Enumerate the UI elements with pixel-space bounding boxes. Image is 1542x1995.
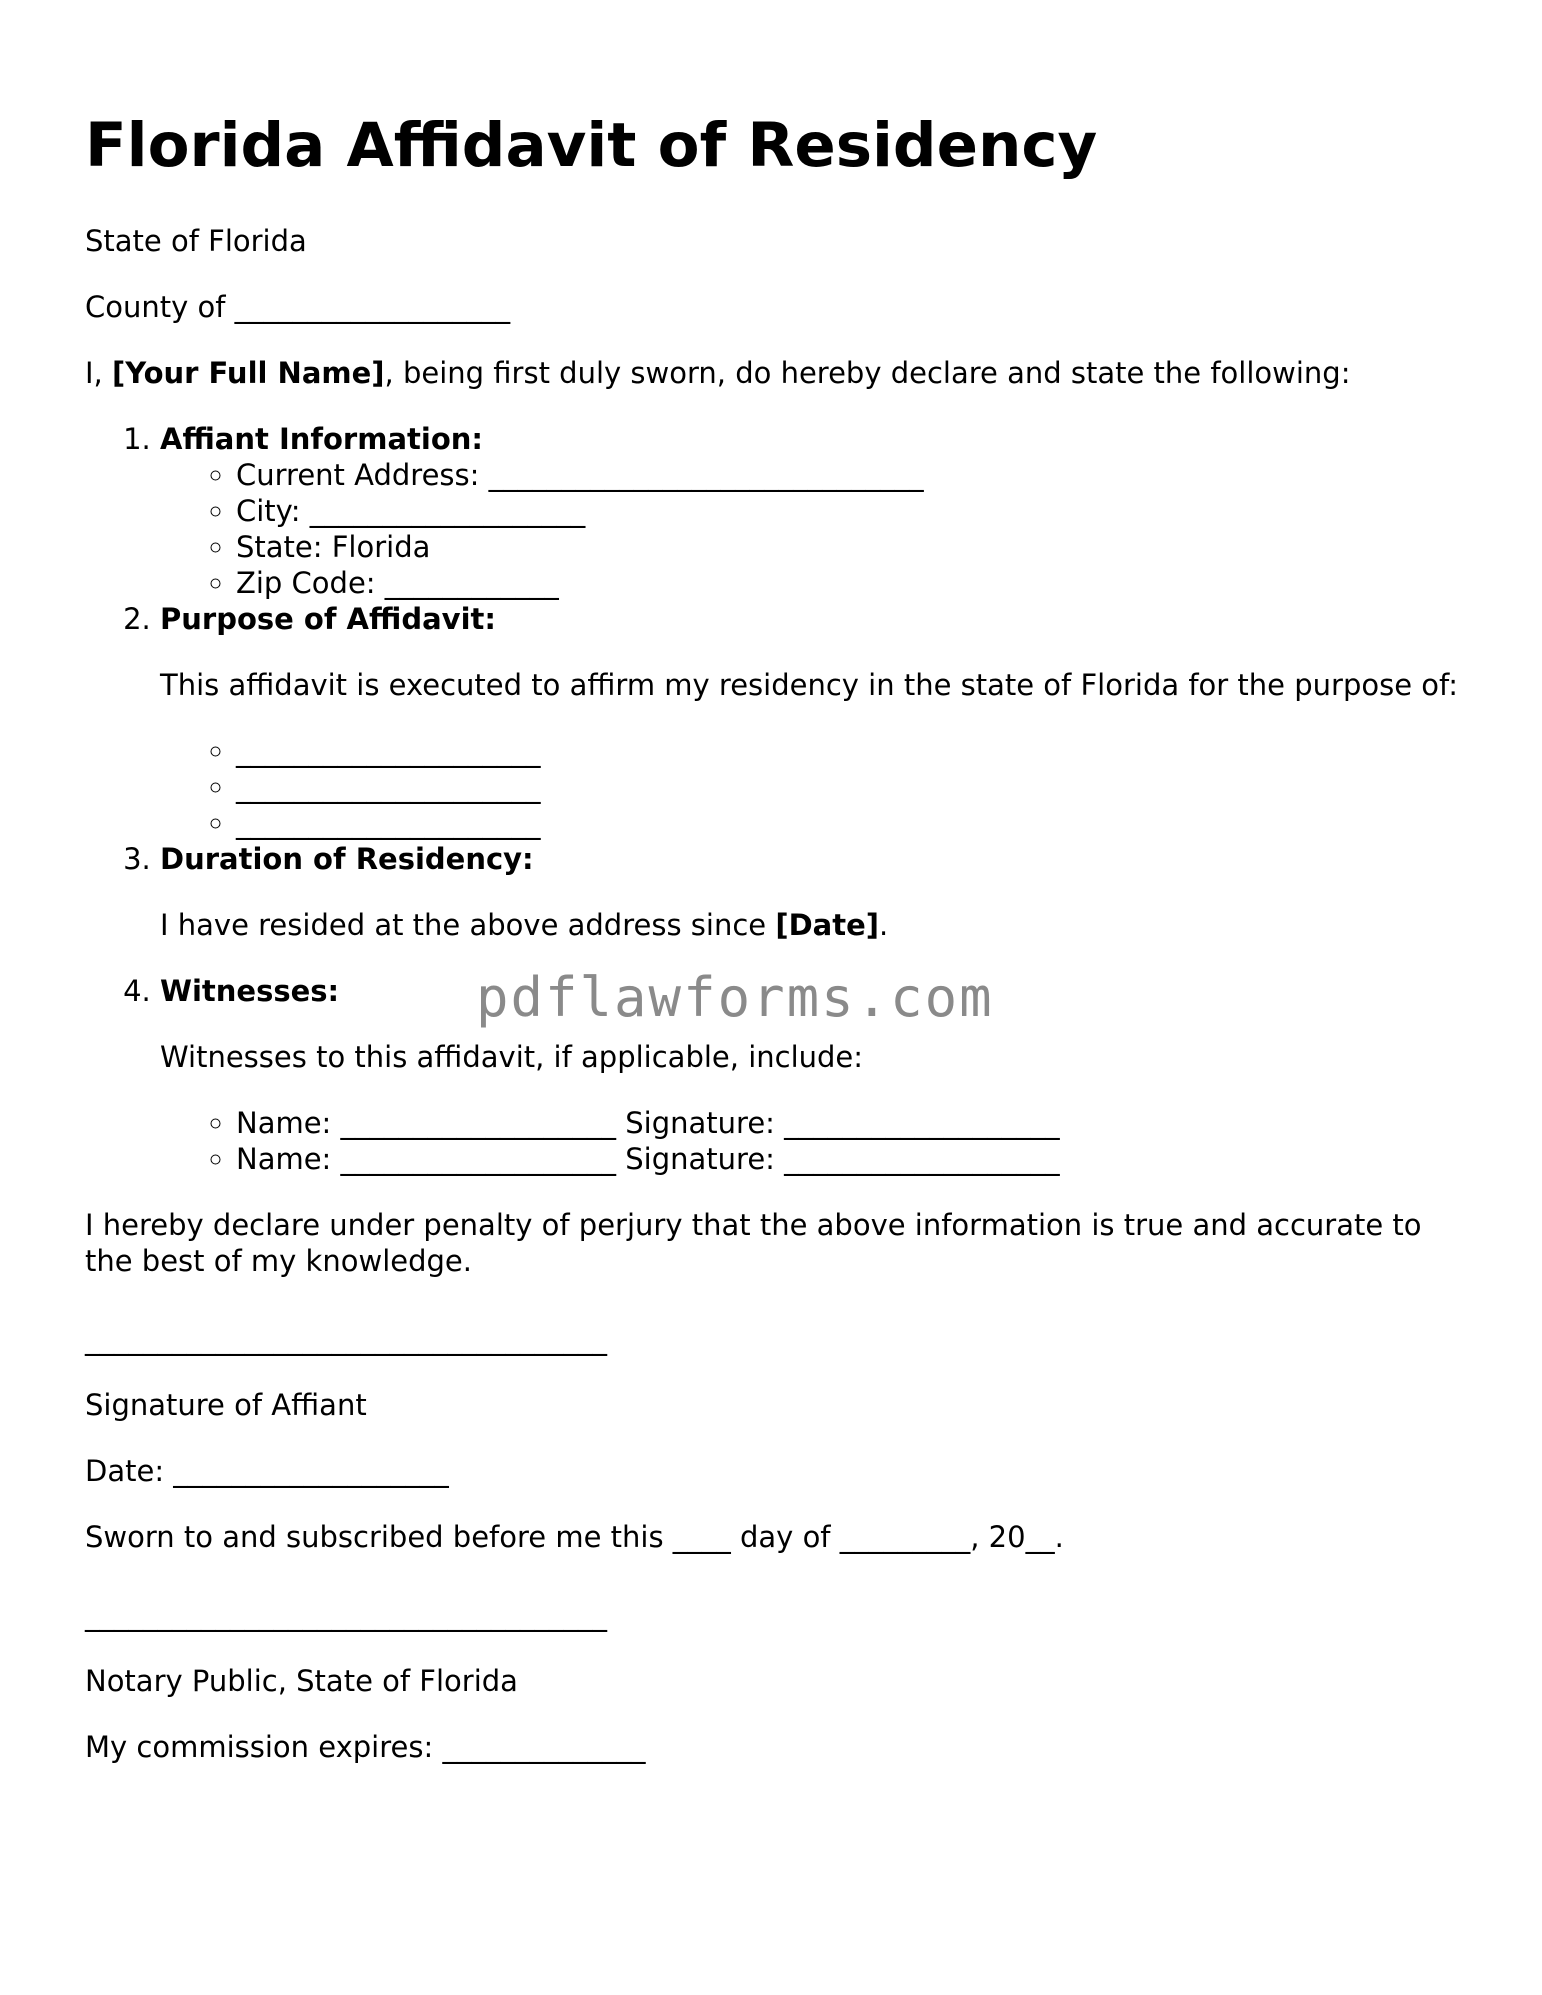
purpose-list bbox=[160, 733, 1465, 841]
document-page bbox=[85, 108, 1465, 1795]
full-name-placeholder: [Your Full Name] bbox=[112, 356, 385, 390]
purpose-blank: ◦ _____________________ bbox=[236, 805, 1465, 841]
purpose-blank: ◦ _____________________ bbox=[236, 769, 1465, 805]
section-purpose bbox=[160, 601, 1465, 841]
duration-body bbox=[160, 907, 1465, 943]
affidavit-sections bbox=[85, 421, 1465, 1177]
city-field: ◦ City: ___________________ bbox=[236, 493, 1465, 529]
state-line: State of Florida bbox=[85, 224, 307, 258]
zip-code-field: ◦ Zip Code: ____________ bbox=[236, 565, 1465, 601]
purpose-blank: ◦ _____________________ bbox=[236, 733, 1465, 769]
county-line: County of ___________________ bbox=[85, 290, 511, 324]
section-heading: Affiant Information: bbox=[160, 422, 483, 456]
commission-line: My commission expires: ______________ bbox=[85, 1730, 646, 1764]
section-heading: Witnesses: bbox=[160, 974, 340, 1008]
date-placeholder: [Date] bbox=[775, 908, 880, 942]
affiant-signature-line: ____________________________________ bbox=[85, 1322, 607, 1356]
duration-prefix: I have resided at the above address since bbox=[160, 908, 776, 942]
witness-entry: ◦ Name: ___________________ Signature: ___________________ bbox=[236, 1105, 1465, 1141]
affiant-details-list bbox=[160, 457, 1465, 601]
witness-entry: ◦ Name: ___________________ Signature: ___________________ bbox=[236, 1141, 1465, 1177]
section-affiant-information bbox=[160, 421, 1465, 601]
current-address-field: ◦ Current Address: ______________________________ bbox=[236, 457, 1465, 493]
intro-prefix: I, bbox=[85, 356, 112, 390]
witnesses-list bbox=[160, 1105, 1465, 1177]
section-heading: Purpose of Affidavit: bbox=[160, 602, 496, 636]
intro-paragraph bbox=[85, 355, 1465, 391]
section-duration bbox=[160, 841, 1465, 943]
watermark-text: pdflawforms.com bbox=[476, 966, 994, 1029]
sworn-line: Sworn to and subscribed before me this ____ day of _________, 20__. bbox=[85, 1520, 1064, 1554]
section-heading: Duration of Residency: bbox=[160, 842, 534, 876]
document-title: Florida Affidavit of Residency bbox=[85, 110, 1098, 181]
notary-signature-line: ____________________________________ bbox=[85, 1598, 607, 1632]
notary-label: Notary Public, State of Florida bbox=[85, 1664, 518, 1698]
witnesses-body: Witnesses to this affidavit, if applicable, include: bbox=[160, 1040, 864, 1074]
duration-suffix: . bbox=[879, 908, 889, 942]
purpose-body: This affidavit is executed to affirm my residency in the state of Florida for the purpose of: bbox=[160, 668, 1458, 702]
state-field: ◦ State: Florida bbox=[236, 529, 1465, 565]
intro-suffix: , being first duly sworn, do hereby declare and state the following: bbox=[384, 356, 1351, 390]
date-line: Date: ___________________ bbox=[85, 1454, 449, 1488]
declaration-paragraph: I hereby declare under penalty of perjury that the above information is true and accurate to the best of my knowledge. bbox=[85, 1208, 1422, 1278]
affiant-signature-label: Signature of Affiant bbox=[85, 1388, 367, 1422]
